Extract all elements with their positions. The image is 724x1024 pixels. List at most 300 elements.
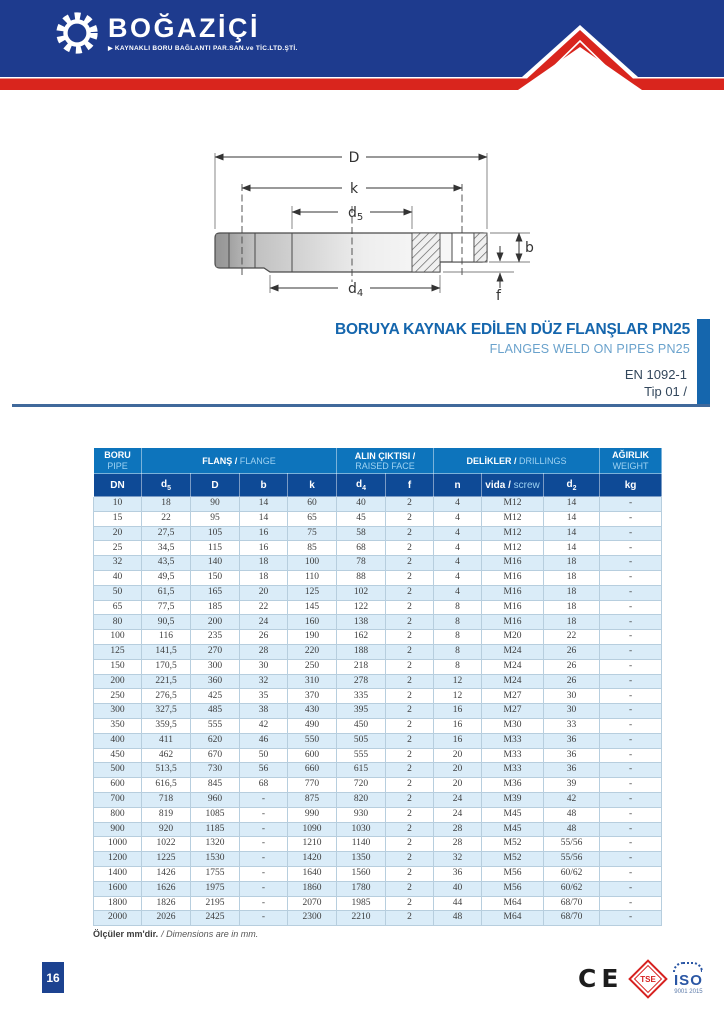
table-cell: 1755	[191, 866, 240, 881]
table-row	[94, 852, 662, 867]
table-cell: 16	[434, 718, 482, 733]
dimensions-note: Ölçüler mm'dir. / Dimensions are in mm.	[93, 929, 259, 939]
table-cell: 110	[288, 570, 337, 585]
table-cell: 68	[240, 778, 288, 793]
table-cell: 16	[434, 704, 482, 719]
table-cell: M64	[482, 896, 544, 911]
table-cell: 2	[386, 497, 434, 512]
table-cell: 8	[434, 630, 482, 645]
table-cell: 250	[94, 689, 142, 704]
table-cell: 122	[337, 600, 386, 615]
table-cell: 27,5	[142, 526, 191, 541]
table-cell: 26	[544, 674, 600, 689]
table-cell: 24	[240, 615, 288, 630]
table-cell: 18	[142, 497, 191, 512]
table-cell: M36	[482, 778, 544, 793]
logo-text	[108, 12, 298, 52]
table-cell: M33	[482, 763, 544, 778]
table-cell: -	[600, 896, 662, 911]
table-cell: 20	[434, 778, 482, 793]
table-cell: 4	[434, 556, 482, 571]
type-designation: Tip 01 /	[644, 384, 687, 399]
table-cell: -	[240, 822, 288, 837]
table-cell: M20	[482, 630, 544, 645]
table-cell: M64	[482, 911, 544, 926]
table-cell: 800	[94, 807, 142, 822]
bolt-hole	[452, 234, 474, 262]
column-header-row	[94, 474, 662, 497]
table-cell: 8	[434, 644, 482, 659]
dim-label-d5: $d_5$	[348, 205, 364, 223]
table-cell: 20	[94, 526, 142, 541]
table-cell: -	[600, 556, 662, 571]
table-cell: 90	[191, 497, 240, 512]
dim-label-b: b	[525, 240, 534, 256]
group-raised-face: ALIN ÇIKTISI / RAISED FACE	[337, 448, 434, 474]
table-cell: 550	[288, 733, 337, 748]
col-b: b	[240, 474, 288, 497]
table-cell: 24	[434, 792, 482, 807]
table-cell: 162	[337, 630, 386, 645]
table-cell: 2	[386, 526, 434, 541]
table-cell: 2210	[337, 911, 386, 926]
table-row	[94, 911, 662, 926]
iso-logo: ISO 9001 2015	[673, 962, 703, 995]
table-cell: 730	[191, 763, 240, 778]
table-cell: -	[600, 497, 662, 512]
table-cell: 2000	[94, 911, 142, 926]
table-cell: 50	[94, 585, 142, 600]
table-cell: 49,5	[142, 570, 191, 585]
table-row	[94, 704, 662, 719]
table-cell: 395	[337, 704, 386, 719]
table-cell: 25	[94, 541, 142, 556]
company-tagline: ▶ KAYNAKLI BORU BAĞLANTI PAR.SAN.ve TİC.LTD.ŞTİ.	[108, 44, 298, 52]
table-cell: 36	[544, 733, 600, 748]
table-row	[94, 541, 662, 556]
table-row	[94, 674, 662, 689]
table-cell: 30	[240, 659, 288, 674]
table-cell: 1426	[142, 866, 191, 881]
table-cell: 2	[386, 600, 434, 615]
page-title-tr: BORUYA KAYNAK EDİLEN DÜZ FLANŞLAR PN25	[335, 321, 690, 338]
table-row	[94, 866, 662, 881]
table-cell: 88	[337, 570, 386, 585]
table-cell: 2	[386, 881, 434, 896]
table-cell: 40	[94, 570, 142, 585]
table-cell: 4	[434, 541, 482, 556]
table-cell: 616,5	[142, 778, 191, 793]
table-row	[94, 763, 662, 778]
table-cell: 600	[94, 778, 142, 793]
table-cell: -	[240, 792, 288, 807]
table-cell: 26	[544, 644, 600, 659]
table-cell: -	[600, 526, 662, 541]
table-cell: 555	[337, 748, 386, 763]
table-cell: 15	[94, 511, 142, 526]
table-cell: -	[600, 852, 662, 867]
table-row	[94, 556, 662, 571]
table-cell: 138	[337, 615, 386, 630]
table-cell: 42	[240, 718, 288, 733]
table-cell: 14	[240, 497, 288, 512]
table-row	[94, 659, 662, 674]
arrow-icon: ▶	[108, 45, 113, 52]
table-cell: 18	[544, 556, 600, 571]
table-cell: 505	[337, 733, 386, 748]
table-cell: 20	[434, 763, 482, 778]
table-cell: 95	[191, 511, 240, 526]
table-cell: M12	[482, 511, 544, 526]
table-cell: -	[600, 704, 662, 719]
table-cell: -	[600, 689, 662, 704]
table-cell: 188	[337, 644, 386, 659]
table-cell: 8	[434, 659, 482, 674]
table-cell: -	[600, 615, 662, 630]
table-cell: -	[600, 733, 662, 748]
table-cell: 115	[191, 541, 240, 556]
table-cell: 77,5	[142, 600, 191, 615]
table-cell: 141,5	[142, 644, 191, 659]
table-cell: M27	[482, 689, 544, 704]
table-cell: 2	[386, 659, 434, 674]
table-cell: 18	[240, 570, 288, 585]
table-cell: 1320	[191, 837, 240, 852]
table-cell: 900	[94, 822, 142, 837]
table-cell: 160	[288, 615, 337, 630]
table-cell: 4	[434, 526, 482, 541]
page-title-en: FLANGES WELD ON PIPES PN25	[489, 342, 690, 356]
col-d5: $d_5$	[142, 474, 191, 497]
table-row	[94, 615, 662, 630]
table-row	[94, 792, 662, 807]
table-cell: -	[240, 837, 288, 852]
table-cell: 1022	[142, 837, 191, 852]
table-cell: 462	[142, 748, 191, 763]
table-cell: 28	[240, 644, 288, 659]
group-drillings: DELİKLER / DRILLINGS	[434, 448, 600, 474]
table-cell: 18	[544, 615, 600, 630]
table-cell: 116	[142, 630, 191, 645]
table-cell: 490	[288, 718, 337, 733]
iso-arc-icon	[673, 962, 703, 972]
table-cell: -	[600, 792, 662, 807]
table-cell: 310	[288, 674, 337, 689]
table-cell: -	[240, 911, 288, 926]
table-cell: 58	[337, 526, 386, 541]
table-cell: 125	[94, 644, 142, 659]
table-cell: 150	[191, 570, 240, 585]
table-cell: M33	[482, 733, 544, 748]
dim-label-k: k	[349, 181, 359, 197]
table-cell: 20	[240, 585, 288, 600]
table-cell: 68	[337, 541, 386, 556]
table-row	[94, 837, 662, 852]
table-cell: 2	[386, 807, 434, 822]
table-cell: 411	[142, 733, 191, 748]
table-cell: -	[600, 511, 662, 526]
table-cell: 65	[288, 511, 337, 526]
table-cell: 48	[544, 807, 600, 822]
table-cell: 125	[288, 585, 337, 600]
table-cell: M52	[482, 852, 544, 867]
table-cell: 1420	[288, 852, 337, 867]
flange-hatch-right	[474, 233, 487, 262]
table-cell: 1210	[288, 837, 337, 852]
table-cell: 2	[386, 630, 434, 645]
table-row	[94, 526, 662, 541]
flange-drawing	[182, 140, 542, 320]
table-cell: 2	[386, 570, 434, 585]
table-cell: -	[600, 778, 662, 793]
table-cell: -	[240, 881, 288, 896]
ce-mark: CE	[578, 964, 624, 993]
table-cell: 220	[288, 644, 337, 659]
table-cell: 2070	[288, 896, 337, 911]
table-row	[94, 778, 662, 793]
table-cell: 48	[544, 822, 600, 837]
table-cell: 32	[434, 852, 482, 867]
table-cell: 61,5	[142, 585, 191, 600]
gear-icon	[52, 8, 102, 58]
table-cell: 1530	[191, 852, 240, 867]
company-name: BOĞAZİÇİ	[108, 12, 260, 43]
table-cell: 425	[191, 689, 240, 704]
table-cell: 4	[434, 497, 482, 512]
table-row	[94, 822, 662, 837]
table-cell: 4	[434, 511, 482, 526]
table-cell: 1350	[337, 852, 386, 867]
table-cell: 78	[337, 556, 386, 571]
table-cell: 2	[386, 718, 434, 733]
table-cell: -	[600, 822, 662, 837]
table-cell: -	[600, 659, 662, 674]
table-cell: -	[600, 718, 662, 733]
table-cell: 2	[386, 511, 434, 526]
table-cell: 102	[337, 585, 386, 600]
table-cell: 2	[386, 541, 434, 556]
table-cell: 555	[191, 718, 240, 733]
table-cell: 36	[434, 866, 482, 881]
table-cell: 16	[240, 541, 288, 556]
table-cell: M45	[482, 807, 544, 822]
table-cell: 22	[240, 600, 288, 615]
table-cell: M24	[482, 659, 544, 674]
dim-label-d4: $d_4$	[348, 281, 364, 299]
table-cell: 33	[544, 718, 600, 733]
table-cell: 36	[544, 748, 600, 763]
table-cell: 2	[386, 822, 434, 837]
table-cell: 2	[386, 615, 434, 630]
table-cell: M16	[482, 570, 544, 585]
table-cell: 1000	[94, 837, 142, 852]
table-cell: 48	[434, 911, 482, 926]
table-cell: 12	[434, 674, 482, 689]
table-cell: 1600	[94, 881, 142, 896]
table-row	[94, 807, 662, 822]
table-cell: 2	[386, 852, 434, 867]
table-cell: 56	[240, 763, 288, 778]
table-cell: 50	[240, 748, 288, 763]
table-cell: 32	[240, 674, 288, 689]
flange-hatch-left	[412, 233, 440, 272]
table-row	[94, 896, 662, 911]
table-cell: 1400	[94, 866, 142, 881]
group-header-row	[94, 448, 662, 474]
table-cell: M52	[482, 837, 544, 852]
col-dn: DN	[94, 474, 142, 497]
table-cell: 150	[94, 659, 142, 674]
table-cell: 26	[544, 659, 600, 674]
table-cell: -	[600, 807, 662, 822]
table-cell: 1985	[337, 896, 386, 911]
table-cell: 300	[191, 659, 240, 674]
table-cell: 920	[142, 822, 191, 837]
table-cell: 1090	[288, 822, 337, 837]
table-cell: M12	[482, 497, 544, 512]
table-cell: M30	[482, 718, 544, 733]
table-cell: 26	[240, 630, 288, 645]
accent-bar	[697, 319, 710, 405]
table-cell: 18	[544, 570, 600, 585]
table-row	[94, 511, 662, 526]
table-cell: 720	[337, 778, 386, 793]
table-cell: 2	[386, 689, 434, 704]
table-cell: -	[600, 600, 662, 615]
table-cell: 1560	[337, 866, 386, 881]
table-cell: 39	[544, 778, 600, 793]
table-cell: M12	[482, 541, 544, 556]
table-cell: 68/70	[544, 896, 600, 911]
group-weight: AĞIRLIK WEIGHT	[600, 448, 662, 474]
table-cell: 430	[288, 704, 337, 719]
table-cell: 2	[386, 866, 434, 881]
table-row	[94, 718, 662, 733]
table-cell: 1225	[142, 852, 191, 867]
certification-logos	[578, 962, 703, 995]
table-cell: 14	[544, 541, 600, 556]
table-row	[94, 585, 662, 600]
table-row	[94, 748, 662, 763]
table-cell: 165	[191, 585, 240, 600]
table-cell: 335	[337, 689, 386, 704]
col-n: n	[434, 474, 482, 497]
table-cell: 170,5	[142, 659, 191, 674]
table-cell: 8	[434, 615, 482, 630]
table-cell: 60	[288, 497, 337, 512]
table-cell: 16	[434, 733, 482, 748]
table-cell: M24	[482, 644, 544, 659]
table-cell: 359,5	[142, 718, 191, 733]
table-row	[94, 630, 662, 645]
table-cell: 2	[386, 644, 434, 659]
table-cell: 327,5	[142, 704, 191, 719]
col-k: k	[288, 474, 337, 497]
table-cell: 190	[288, 630, 337, 645]
table-cell: 1085	[191, 807, 240, 822]
table-cell: 55/56	[544, 852, 600, 867]
table-cell: M16	[482, 556, 544, 571]
group-pipe: BORU PIPE	[94, 448, 142, 474]
table-cell: 65	[94, 600, 142, 615]
table-cell: -	[600, 541, 662, 556]
table-cell: 24	[434, 807, 482, 822]
table-cell: 513,5	[142, 763, 191, 778]
table-cell: 2026	[142, 911, 191, 926]
table-cell: M56	[482, 866, 544, 881]
table-cell: -	[600, 674, 662, 689]
table-cell: -	[600, 763, 662, 778]
table-cell: 35	[240, 689, 288, 704]
table-cell: 16	[240, 526, 288, 541]
table-cell: 660	[288, 763, 337, 778]
table-cell: -	[240, 807, 288, 822]
table-cell: 1800	[94, 896, 142, 911]
col-d2: $d_2$	[544, 474, 600, 497]
table-cell: 270	[191, 644, 240, 659]
table-cell: -	[600, 837, 662, 852]
table-cell: -	[240, 866, 288, 881]
table-cell: 1185	[191, 822, 240, 837]
table-cell: 200	[191, 615, 240, 630]
table-cell: -	[240, 852, 288, 867]
table-row	[94, 497, 662, 512]
flange-table-body	[94, 497, 662, 926]
table-cell: -	[600, 881, 662, 896]
table-cell: 40	[434, 881, 482, 896]
divider-line	[12, 404, 710, 407]
table-cell: 38	[240, 704, 288, 719]
table-cell: 2	[386, 911, 434, 926]
table-cell: M39	[482, 792, 544, 807]
table-cell: 2300	[288, 911, 337, 926]
table-cell: 845	[191, 778, 240, 793]
table-cell: -	[240, 896, 288, 911]
table-cell: 46	[240, 733, 288, 748]
flange-spec-table	[93, 447, 662, 926]
table-cell: 1140	[337, 837, 386, 852]
table-cell: 30	[544, 689, 600, 704]
table-cell: 700	[94, 792, 142, 807]
table-cell: 500	[94, 763, 142, 778]
table-cell: 350	[94, 718, 142, 733]
standard-code: EN 1092-1	[624, 367, 687, 382]
table-cell: 68/70	[544, 911, 600, 926]
table-cell: 80	[94, 615, 142, 630]
table-cell: 620	[191, 733, 240, 748]
table-cell: -	[600, 630, 662, 645]
table-cell: 4	[434, 585, 482, 600]
col-kg: kg	[600, 474, 662, 497]
table-cell: 276,5	[142, 689, 191, 704]
table-row	[94, 881, 662, 896]
table-cell: 105	[191, 526, 240, 541]
flange-left-cap	[216, 234, 229, 267]
table-cell: -	[600, 570, 662, 585]
table-cell: 960	[191, 792, 240, 807]
col-D: D	[191, 474, 240, 497]
table-cell: 819	[142, 807, 191, 822]
table-cell: 12	[434, 689, 482, 704]
table-cell: 2	[386, 748, 434, 763]
table-cell: 360	[191, 674, 240, 689]
table-cell: 20	[434, 748, 482, 763]
table-row	[94, 570, 662, 585]
table-cell: 2	[386, 896, 434, 911]
table-cell: 615	[337, 763, 386, 778]
table-cell: 2	[386, 763, 434, 778]
table-cell: 2425	[191, 911, 240, 926]
